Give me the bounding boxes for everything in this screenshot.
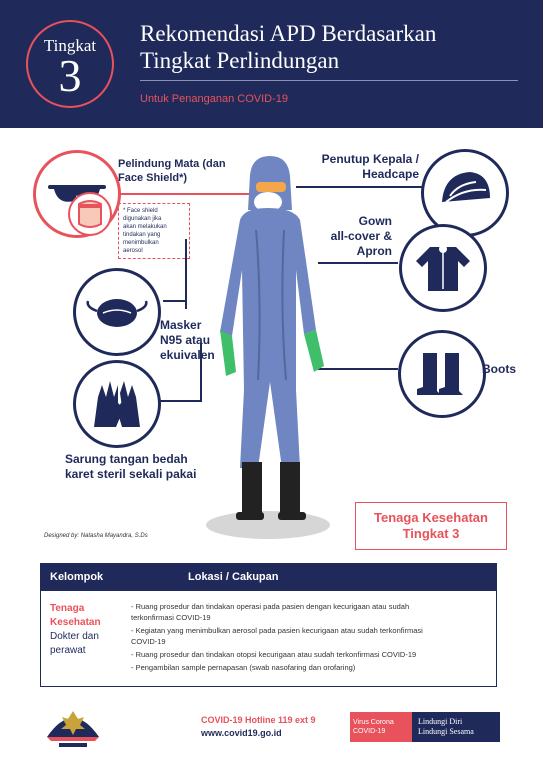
target-group-box: Tenaga Kesehatan Tingkat 3 (355, 502, 507, 550)
connector-gloves (160, 400, 202, 402)
location-item: - Kegiatan yang menimbulkan aerosol pada pasien kecurigaan atau sudah terkonfirmasi COVID-19 (131, 626, 423, 646)
gloves-circle (73, 360, 161, 448)
scope-table (40, 563, 497, 687)
group-title: Tenaga Kesehatan (50, 603, 101, 628)
badge-slogan-text: Lindungi Diri Lindungi Sesama (418, 717, 474, 736)
gown-icon (402, 227, 484, 309)
headcape-icon (424, 152, 506, 234)
mask-label: Masker N95 atau ekuivalen (160, 318, 215, 362)
connector-mask (163, 300, 187, 302)
boots-label: Boots (482, 362, 516, 376)
website-link[interactable]: www.covid19.go.id (201, 728, 282, 738)
level-word: Tingkat (43, 36, 97, 55)
page-subtitle: Untuk Penanganan COVID-19 (140, 93, 288, 105)
table-header (41, 564, 496, 591)
group-subtitle: Dokter dan perawat (50, 631, 99, 656)
gloves-label: Sarung tangan bedah karet steril sekali pakai (65, 452, 197, 481)
title-divider (140, 80, 518, 81)
group-cell (50, 602, 101, 658)
health-worker-ppe-illustration (200, 150, 350, 545)
gloves-icon (76, 363, 158, 445)
gugus-tugas-emblem (45, 697, 101, 749)
face-shield-note: * Face shield digunakan jika akan melakukan tindakan yang menimbulkan aerosol (118, 203, 190, 259)
location-item: - Ruang prosedur dan tindakan otopsi kecurigaan atau sudah terkonfirmasi COVID-19 (131, 650, 417, 659)
headcape-label: Penutup Kepala / Headcape (321, 152, 419, 181)
header-banner (0, 0, 543, 128)
gown-label: Gown all-cover & Apron (330, 214, 392, 258)
level-number: 3 (58, 50, 82, 101)
eye-protection-label: Pelindung Mata (dan Face Shield*) (118, 158, 226, 184)
face-shield-icon (70, 194, 110, 234)
designer-credit: Designed by: Natasha Mayandra, S.Ds (44, 533, 148, 539)
n95-mask-icon (76, 271, 158, 353)
boots-icon (401, 333, 483, 415)
location-list (131, 601, 423, 673)
location-item: - Ruang prosedur dan tindakan operasi pada pasien dengan kecurigaan atau sudah terkonfirmasi COVID-19 (131, 602, 410, 622)
location-item: - Pengambilan sample pernapasan (swab nasofaring dan orofaring) (131, 663, 356, 672)
column-header-group: Kelompok (50, 571, 104, 583)
level-badge (26, 20, 114, 108)
campaign-badge (350, 712, 500, 742)
page-title: Rekomendasi APD Berdasarkan Tingkat Perlindungan (140, 21, 437, 73)
gown-circle (399, 224, 487, 312)
badge-virus-text: Virus Corona COVID-19 (350, 712, 412, 742)
boots-circle (398, 330, 486, 418)
face-shield-circle (68, 192, 112, 236)
hotline-text: COVID-19 Hotline 119 ext 9 (201, 715, 316, 725)
column-header-location: Lokasi / Cakupan (188, 571, 279, 583)
mask-circle (73, 268, 161, 356)
